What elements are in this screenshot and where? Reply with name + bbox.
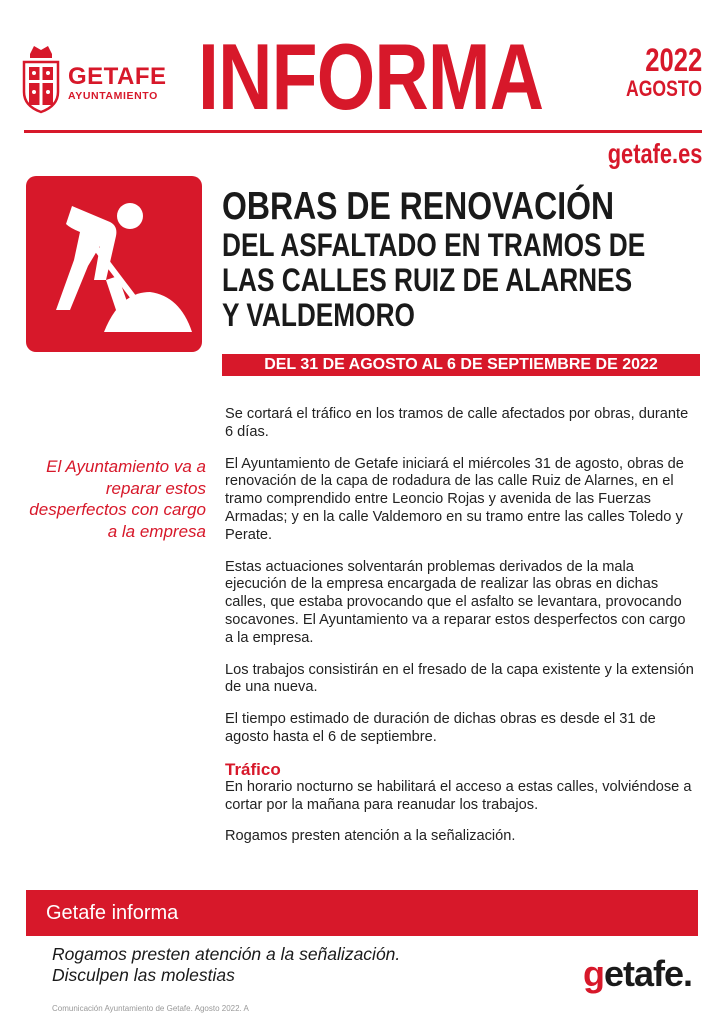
footer-banner-title: Getafe informa	[46, 902, 179, 924]
footer-line-2: Disculpen las molestias	[52, 965, 235, 985]
body-paragraph-6: En horario nocturno se habilitará el acceso a estas calles, volviéndose a cortar por la mañana para reanudar los trabajos.	[225, 778, 692, 813]
article-body	[225, 406, 695, 860]
date-range-banner: DEL 31 DE AGOSTO AL 6 DE SEPTIEMBRE DE 2022	[222, 354, 700, 376]
headline: INFORMA	[198, 24, 544, 129]
body-paragraph-5: El tiempo estimado de duración de dichas obras es desde el 31 de agosto hasta el 6 de septiembre.	[225, 711, 656, 745]
side-pull-quote: El Ayuntamiento va a reparar estos desperfectos con cargo a la empresa	[29, 457, 206, 541]
body-paragraph-2: El Ayuntamiento de Getafe iniciará el miércoles 31 de agosto, obras de renovación de la capa de rodadura de las calle Ruiz de Alarnes, en el tramo comprendido entre Leoncio Rojas y avenida de las Fuerzas Armadas; y en la calle Valdemoro en su tramo entre las calles Toledo y Perate.	[225, 455, 684, 543]
road-worker-icon	[26, 176, 202, 352]
footer-message	[52, 944, 400, 986]
footer-banner	[26, 890, 698, 936]
website-link[interactable]: getafe.es	[607, 138, 702, 169]
notice-title	[222, 186, 645, 333]
issue-year: 2022	[645, 42, 702, 78]
getafe-crest-icon	[20, 42, 62, 114]
body-paragraph-4: Los trabajos consistirán en el fresado de la capa existente y la extensión de una nueva.	[225, 661, 694, 696]
brand-name: GETAFE	[68, 63, 167, 90]
issue-month: AGOSTO	[626, 76, 702, 101]
header-divider	[24, 130, 702, 133]
footer-line-1: Rogamos presten atención a la señalización.	[52, 944, 401, 964]
logo-letter-g: g	[582, 953, 604, 994]
title-line-3: LAS CALLES RUIZ DE ALARNES	[222, 262, 633, 298]
brand-block	[68, 64, 167, 102]
title-line-4: Y VALDEMORO	[222, 297, 415, 333]
body-paragraph-1: Se cortará el tráfico en los tramos de calle afectados por obras, durante 6 días.	[225, 406, 689, 440]
brand-subtitle: AYUNTAMIENTO	[68, 90, 158, 102]
logo-rest: etafe.	[603, 953, 692, 994]
traffic-heading: Tráfico	[225, 759, 281, 779]
credit-line: Comunicación Ayuntamiento de Getafe. Agosto 2022. A	[52, 1004, 249, 1013]
getafe-logo	[583, 953, 692, 995]
body-paragraph-7: Rogamos presten atención a la señalización.	[225, 828, 516, 845]
title-line-1: OBRAS DE RENOVACIÓN	[222, 185, 615, 228]
body-paragraph-3: Estas actuaciones solventarán problemas derivados de la mala ejecución de la empresa encargada de realizar las obras en dichas calles, que estaba provocando que el asfalto se levantara, provocando socavones. El Ayuntamiento va a reparar estos desperfectos con cargo a la empresa.	[225, 558, 686, 646]
title-line-2: DEL ASFALTADO EN TRAMOS DE	[222, 227, 646, 263]
